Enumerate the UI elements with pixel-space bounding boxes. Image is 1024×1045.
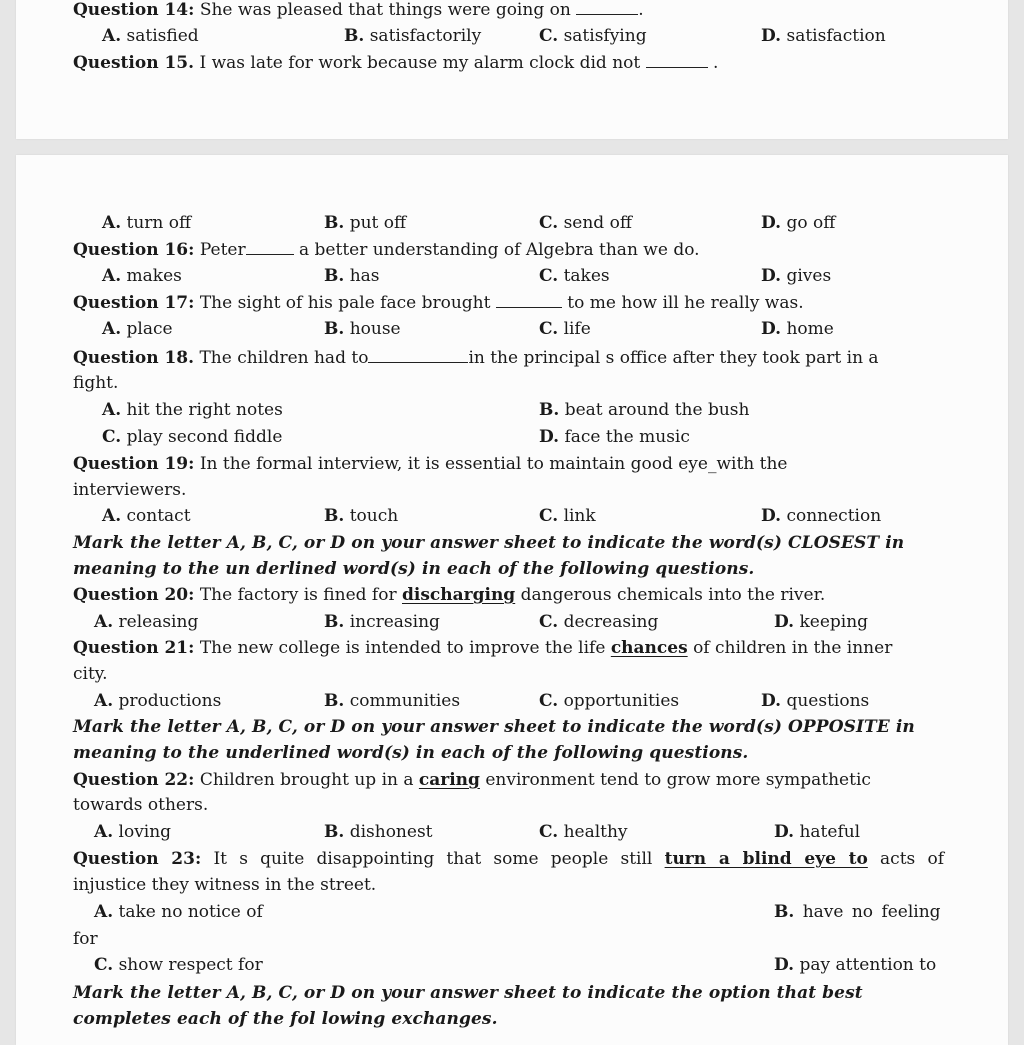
option-b[interactable]: B. house (324, 319, 401, 339)
option-c[interactable]: C. satisfying (539, 26, 647, 46)
option-c[interactable]: C. takes (539, 266, 610, 286)
option-c[interactable]: C. opportunities (539, 691, 680, 711)
question-15: Question 15. I was late for work because my alarm clock did not . (73, 53, 719, 73)
option-c[interactable]: C. show respect for (94, 955, 263, 975)
question-label: Question 23: (73, 849, 202, 869)
answer-blank (576, 0, 638, 15)
question-label: Question 16: (73, 240, 195, 260)
question-label: Question 21: (73, 638, 195, 658)
option-c[interactable]: C. healthy (539, 822, 628, 842)
option-a[interactable]: A. satisfied (102, 26, 199, 46)
option-b[interactable]: B. communities (324, 691, 461, 711)
option-b[interactable]: B. beat around the bush (539, 400, 750, 420)
option-a[interactable]: A. productions (94, 691, 222, 711)
option-d[interactable]: D. satisfaction (761, 26, 886, 46)
question-23: Question 23: It s quite disappointing that some people still turn a blind eye to acts of (73, 849, 944, 869)
option-c[interactable]: C. play second fiddle (102, 427, 283, 447)
option-d[interactable]: D. hateful (774, 822, 861, 842)
answer-blank (246, 240, 294, 255)
option-d[interactable]: D. pay attention to (774, 955, 937, 975)
question-text: I was late for work because my alarm clock did not (199, 53, 641, 73)
question-label: Question 19: (73, 454, 195, 474)
instruction-exchanges-continued: completes each of the fol lowing exchanges. (73, 1009, 498, 1029)
question-text: She was pleased that things were going on (199, 0, 571, 20)
option-d[interactable]: D. questions (761, 691, 870, 711)
underlined-word: chances (610, 638, 688, 658)
option-b-continued[interactable]: for (73, 929, 98, 949)
option-d[interactable]: D. gives (761, 266, 832, 286)
option-b[interactable]: B. has (324, 266, 380, 286)
option-a[interactable]: A. turn off (102, 213, 192, 233)
answer-blank (646, 53, 708, 68)
question-text-continued: towards others. (73, 795, 209, 815)
question-text-continued: interviewers. (73, 480, 187, 500)
question-label: Question 22: (73, 770, 195, 790)
question-text-continued: fight. (73, 373, 119, 393)
instruction-exchanges: Mark the letter A, B, C, or D on your answer sheet to indicate the option that best (73, 983, 863, 1003)
option-d[interactable]: D. connection (761, 506, 882, 526)
instruction-closest-continued: meaning to the un derlined word(s) in each of the following questions. (73, 559, 755, 579)
option-a[interactable]: A. releasing (94, 612, 199, 632)
option-b[interactable]: B. dishonest (324, 822, 433, 842)
question-text-continued: injustice they witness in the street. (73, 875, 377, 895)
option-c[interactable]: C. link (539, 506, 596, 526)
question-19: Question 19: In the formal interview, it is essential to maintain good eye_with the (73, 454, 788, 474)
option-b[interactable]: B. satisfactorily (344, 26, 482, 46)
answer-blank (368, 348, 468, 363)
underlined-word: discharging (402, 585, 516, 605)
question-text-continued: city. (73, 664, 108, 684)
question-14: Question 14: She was pleased that things were going on . (73, 0, 644, 20)
question-label: Question 15. (73, 53, 195, 73)
option-d[interactable]: D. home (761, 319, 834, 339)
instruction-closest: Mark the letter A, B, C, or D on your answer sheet to indicate the word(s) CLOSEST in (73, 533, 905, 553)
option-a[interactable]: A. hit the right notes (102, 400, 283, 420)
option-a[interactable]: A. take no notice of (94, 902, 263, 922)
question-20: Question 20: The factory is fined for discharging dangerous chemicals into the river. (73, 585, 826, 605)
page-main (16, 155, 1008, 1045)
option-b[interactable]: B. put off (324, 213, 407, 233)
option-a[interactable]: A. place (102, 319, 173, 339)
question-18: Question 18. The children had to in the principal s office after they took part in a (73, 348, 879, 368)
underlined-word: caring (418, 770, 480, 790)
option-c[interactable]: C. send off (539, 213, 632, 233)
question-22: Question 22: Children brought up in a caring environment tend to grow more sympathetic (73, 770, 871, 790)
question-21: Question 21: The new college is intended to improve the life chances of children in the inner (73, 638, 893, 658)
question-label: Question 18. (73, 348, 195, 368)
question-17: Question 17: The sight of his pale face brought to me how ill he really was. (73, 293, 804, 313)
option-b[interactable]: B. have no feeling (774, 902, 941, 922)
instruction-opposite: Mark the letter A, B, C, or D on your answer sheet to indicate the word(s) OPPOSITE in (73, 717, 915, 737)
question-label: Question 17: (73, 293, 195, 313)
option-d[interactable]: D. go off (761, 213, 836, 233)
option-c[interactable]: C. life (539, 319, 591, 339)
option-b[interactable]: B. increasing (324, 612, 440, 632)
option-d[interactable]: D. face the music (539, 427, 690, 447)
answer-blank (496, 293, 562, 308)
question-label: Question 14: (73, 0, 195, 20)
option-a[interactable]: A. loving (94, 822, 172, 842)
option-d[interactable]: D. keeping (774, 612, 869, 632)
page-top (16, 0, 1008, 139)
option-a[interactable]: A. makes (102, 266, 182, 286)
question-label: Question 20: (73, 585, 195, 605)
underlined-phrase: turn a blind eye to (664, 849, 868, 869)
question-16: Question 16: Peter a better understanding of Algebra than we do. (73, 240, 700, 260)
option-c[interactable]: C. decreasing (539, 612, 659, 632)
option-b[interactable]: B. touch (324, 506, 399, 526)
option-a[interactable]: A. contact (102, 506, 191, 526)
instruction-opposite-continued: meaning to the underlined word(s) in each of the following questions. (73, 743, 749, 763)
